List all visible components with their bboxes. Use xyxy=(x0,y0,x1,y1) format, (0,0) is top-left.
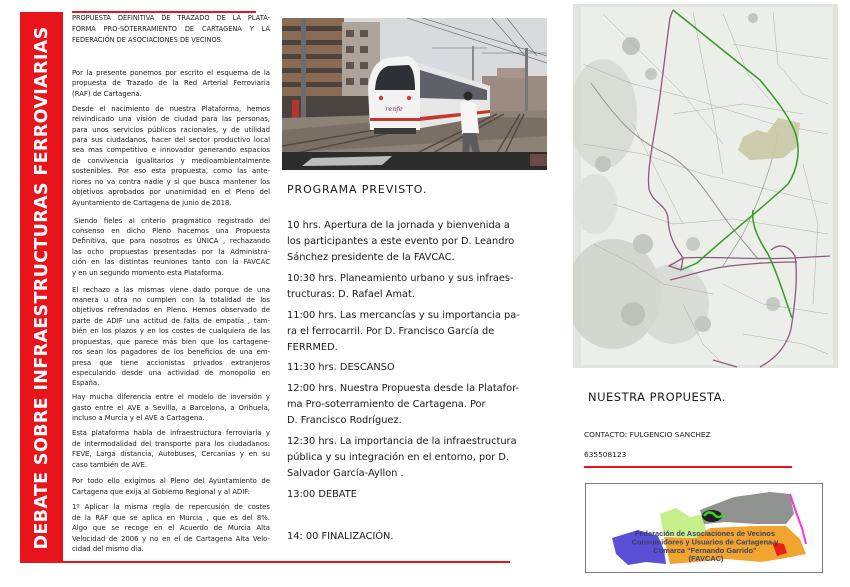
program-line: ra el ferrocarril. Por D. Francisco García de xyxy=(287,325,495,337)
text-line: El rechazo a las mismas viene dado porque de una xyxy=(72,285,270,294)
text-line: objetivos refrendados en Pleno. Hemos observado de xyxy=(72,306,270,315)
text-line: las ocho propuestas presentadas por la Administra- xyxy=(72,247,270,256)
program-item xyxy=(287,487,549,503)
photo-apartment-building xyxy=(282,18,380,118)
banner-title: DEBATE SOBRE INFRAESTRUCTURAS FERROVIARIAS xyxy=(31,25,52,550)
text-line: riores no va contra nadie y si que busca mantener los xyxy=(72,177,270,186)
text-line: especulando desde una actividad de monopolio en xyxy=(72,369,270,377)
program-item xyxy=(287,271,549,303)
intro-paragraph xyxy=(72,502,270,554)
program-line: ma Pro-soterramiento de Cartagena. Por xyxy=(287,399,486,411)
photo-right-pole xyxy=(525,48,528,118)
program-line: tructuras: D. Rafael Amat. xyxy=(287,289,415,301)
text-line: Ayuntamiento de Cartagena de junio de 2018. xyxy=(72,198,232,207)
text-line: propuesta de Trazado de la Red Arterial Ferroviaria xyxy=(72,79,270,88)
contact-name: CONTACTO: FULGENCIO SANCHEZ xyxy=(584,430,711,439)
program-line: 10:30 hrs. Planeamiento urbano y sus infraes- xyxy=(287,272,514,284)
intro-paragraph xyxy=(72,392,270,423)
text-line: Cartagena que exija al Gobierno Regional y al ADIF: xyxy=(72,487,251,496)
intro-column xyxy=(72,13,270,554)
text-line: Desde el nacimiento de nuestra Plataforma, hemos xyxy=(72,104,270,113)
text-line: Hay mucha diferencia entre el modelo de inversión y xyxy=(72,393,270,402)
proposal-heading: NUESTRA PROPUESTA. xyxy=(588,390,727,404)
text-line: 1º Aplicar la misma regla de repercusión de costes xyxy=(72,503,270,512)
text-line: Definitiva, que para nosotros es ÚNICA , rechazando xyxy=(72,237,270,246)
text-line: España. xyxy=(72,379,100,388)
text-line: consenso en dicho Pleno hacemos una Propuesta xyxy=(72,227,270,236)
text-line: Velocidad de 2006 y no en el de Cartagena Alta Velo- xyxy=(72,534,270,543)
train-photo xyxy=(282,18,547,170)
program-line: pública y su integración en el entorno, por D. xyxy=(287,451,509,463)
bottom-red-rule xyxy=(20,561,510,563)
right-red-rule xyxy=(584,466,792,468)
text-line: reivindicado una visión de ciudad para las personas, xyxy=(72,115,270,124)
text-line: Esta plataforma habla de infraestructura ferroviaria y xyxy=(72,429,270,438)
intro-paragraph xyxy=(72,68,270,99)
program-item xyxy=(287,381,549,430)
program-line: Salvador García-Ayllon . xyxy=(287,468,404,480)
program-line: 12:00 hrs. Nuestra Propuesta desde la Platafor- xyxy=(287,382,520,394)
text-line: ros sean los pagadores de los beneficios de una em- xyxy=(72,348,270,357)
program-line: 13:00 DEBATE xyxy=(287,488,357,500)
photo-train-livery: renfe xyxy=(385,105,403,113)
text-line: incluso a Murcia y el AVE a Cartagena. xyxy=(72,414,205,423)
text-line: para sus ciudadanos, hacer del sector productivo local xyxy=(72,136,270,145)
text-line: propuestas, que parece más bien que los cartagene- xyxy=(72,337,270,346)
text-line: de la RAF que se aplica en Murcia , que es del 8%. xyxy=(72,513,270,522)
photo-catenary-pole xyxy=(301,18,306,130)
intro-heading xyxy=(72,13,270,46)
text-line: Por la presente ponemos por escrito el esquema de la xyxy=(72,68,270,77)
text-line: de intermodalidad del transporte para los ciudadanos: xyxy=(72,439,270,448)
program-line: D. Francisco Rodríguez. xyxy=(287,415,402,427)
contact-phone: 635508123 xyxy=(584,450,627,459)
intro-paragraph xyxy=(72,428,270,470)
text-line: de convivencia igualitarios y medioambientalmente xyxy=(72,156,270,165)
text-line: objetivos aprobados por unanimidad en el Pleno del xyxy=(72,188,270,197)
text-line: manera u otra no cumplen con la totalidad de los xyxy=(72,295,270,304)
intro-heading-line: FORMA PRO-SOTERRAMIENTO DE CARTAGENA Y LA xyxy=(72,25,270,33)
program-line: 12:30 hrs. La importancia de la infraestructura xyxy=(287,435,517,447)
program-line: 11:30 hrs. DESCANSO xyxy=(287,362,395,374)
text-line: (RAF) de Cartagena. xyxy=(72,89,142,98)
text-line: sea mas competitivo e innovador generando espacios xyxy=(72,146,270,155)
program-heading: PROGRAMA PREVISTO. xyxy=(287,183,428,196)
text-line: Por todo ello exigimos al Pleno del Ayuntamiento de xyxy=(72,477,270,486)
program-item xyxy=(287,308,549,357)
program-line: los participantes a este evento por D. Leandro xyxy=(287,236,515,248)
program-line: 10 hrs. Apertura de la jornada y bienvenida a xyxy=(287,220,510,231)
text-line: y en un segundo momento esta Plataforma. xyxy=(72,268,224,277)
intro-heading-line: FEDERACIÓN DE ASOCIACIONES DE VECINOS. xyxy=(72,36,223,44)
logo-text-line: (FAVCAC) xyxy=(688,554,724,563)
program-line: 11:00 hrs. Las mercancías y su importancia pa- xyxy=(287,309,520,321)
route-map-photo xyxy=(573,4,838,368)
program-closing: 14: 00 FINALIZACIÓN. xyxy=(287,531,394,542)
text-line: Siendo fieles al criterio pragmático registrado del xyxy=(74,216,270,225)
intro-paragraph xyxy=(72,285,270,389)
program-list xyxy=(287,218,549,503)
program-line: FERRMED. xyxy=(287,341,338,353)
vertical-title-banner xyxy=(20,12,63,563)
program-item xyxy=(287,218,549,267)
logo-text-line: Consumidores y Usuarios de Cartagena y xyxy=(631,537,779,547)
program-line: Sánchez presidente de la FAVCAC. xyxy=(287,252,455,264)
text-line: Algo que se recoge en el Acuerdo de Murcia Alta xyxy=(72,524,270,533)
logo-text-line: Comarca "Fernando Garrido" xyxy=(653,546,757,555)
logo-text-line: Federación de Asociaciones de Vecinos xyxy=(634,529,776,538)
favcac-logo xyxy=(585,483,823,573)
text-line: sostenibles. Por eso esta propuesta, como las ante- xyxy=(72,167,270,176)
photo-red-sign xyxy=(292,100,299,118)
intro-paragraph xyxy=(72,104,270,208)
text-line: bién en los plazos y en los costes de cualquiera de las xyxy=(72,327,270,336)
text-line: presa que tiene accionistas privados extranjeros xyxy=(72,358,270,367)
text-line: cidad del mismo día. xyxy=(72,544,144,553)
program-item xyxy=(287,360,549,376)
text-line: para unos servicios públicos racionales, y de utilidad xyxy=(72,125,270,134)
intro-paragraph xyxy=(72,216,270,279)
text-line: parte de ADIF una actitud de falta de empatía , tam- xyxy=(72,316,270,325)
intro-paragraph xyxy=(72,476,270,497)
text-line: FEVE, Larga distancia, Autobuses, Cercanías y en su xyxy=(72,450,270,459)
text-line: caso también de AVE. xyxy=(72,460,148,469)
photo-distant-buildings xyxy=(482,76,547,116)
program-item xyxy=(287,434,549,483)
text-line: ción en las distintas reuniones tanto con la FAVCAC xyxy=(72,258,270,267)
intro-heading-line: PROPUESTA DEFINITIVA DE TRAZADO DE LA PLATA- xyxy=(72,14,270,22)
text-line: gasto entre el AVE a Sevilla, a Barcelona, a Orihuela, xyxy=(72,403,270,412)
